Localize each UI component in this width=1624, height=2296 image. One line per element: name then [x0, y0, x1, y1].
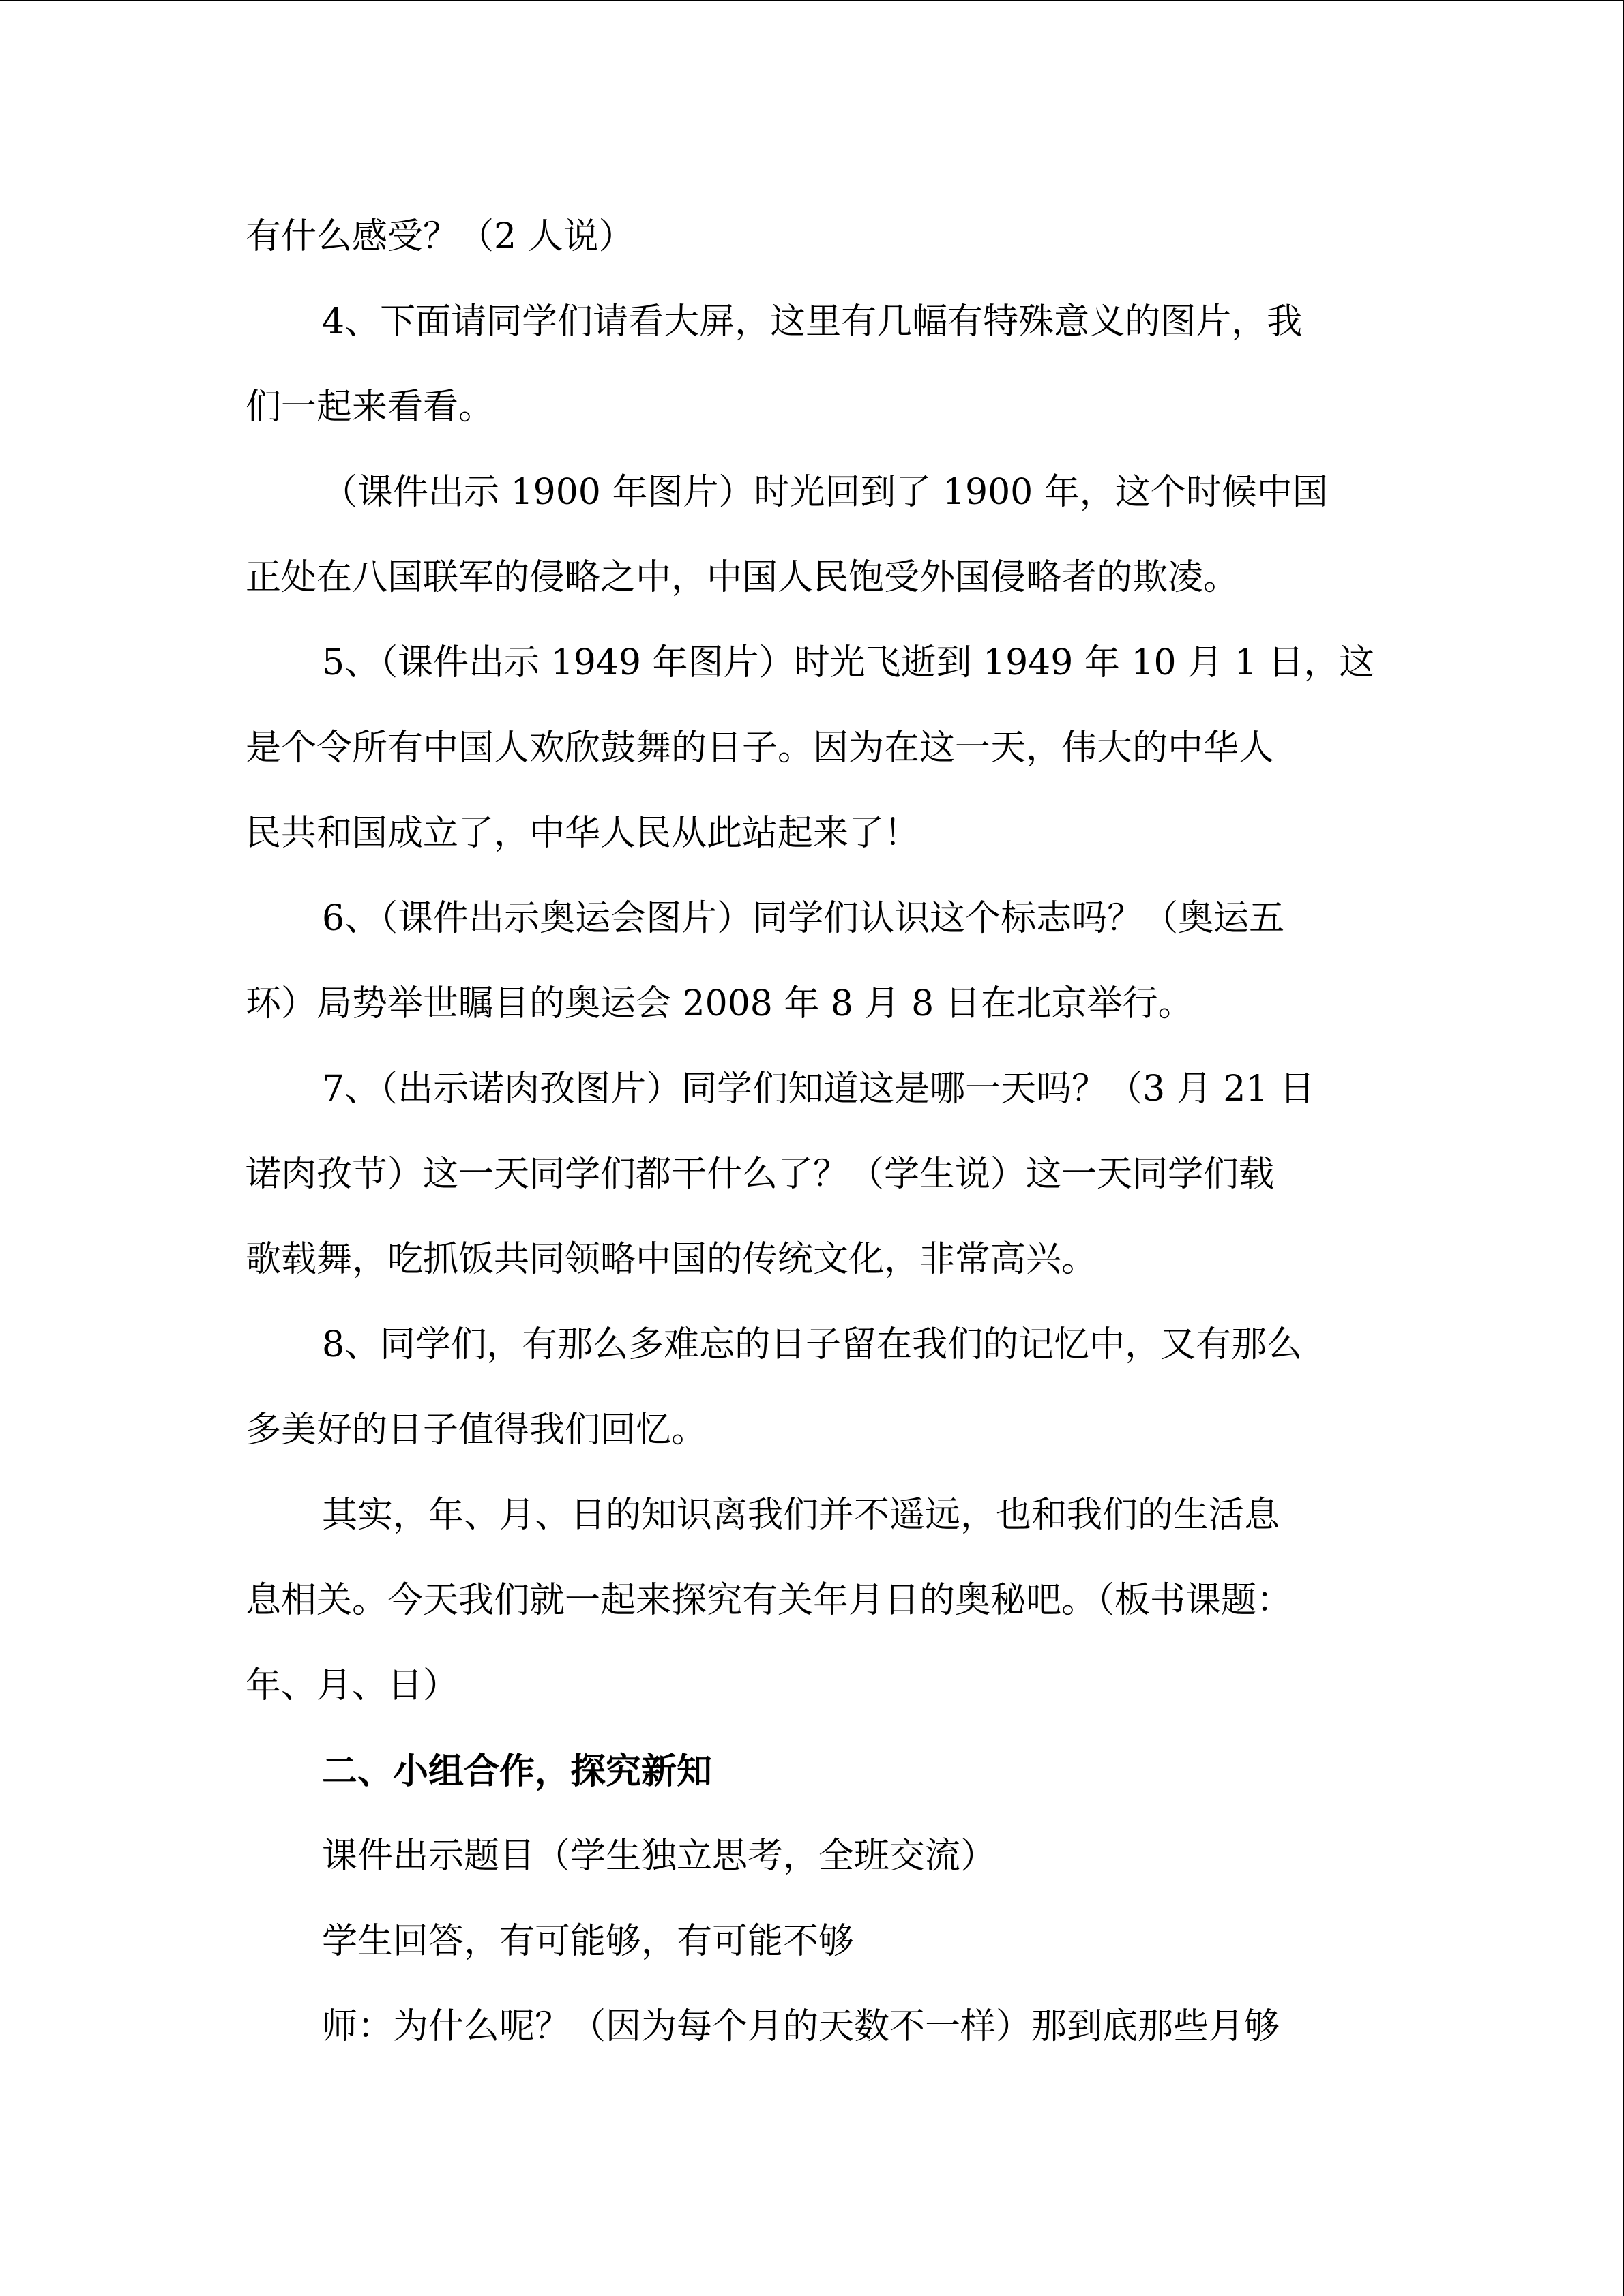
paragraph-step-5 — [246, 621, 1378, 876]
paragraph-step-6 — [246, 876, 1378, 1047]
section-heading — [246, 1729, 1378, 1814]
text-line: 有什么感受？（2 人说） — [246, 216, 634, 257]
text-line: 多美好的日子值得我们回忆。 — [246, 1410, 707, 1450]
paragraph-courseware — [246, 1814, 1378, 1899]
paragraph-step-8 — [246, 1302, 1378, 1473]
text-line: 正处在八国联军的侵略之中，中国人民饱受外国侵略者的欺凌。 — [246, 557, 1239, 598]
text-line: 5、（课件出示 1949 年图片）时光飞逝到 1949 年 10 月 1 日，这 — [322, 642, 1375, 683]
document-body — [246, 194, 1378, 2070]
text-line: 是个令所有中国人欢欣鼓舞的日子。因为在这一天，伟大的中华人 — [246, 728, 1275, 769]
text-line: 歌载舞，吃抓饭共同领略中国的传统文化，非常高兴。 — [246, 1239, 1097, 1280]
text-line: 课件出示题目（学生独立思考，全班交流） — [322, 1836, 996, 1877]
paragraph-step-7 — [246, 1047, 1378, 1302]
text-line: 年、月、日） — [246, 1665, 459, 1706]
text-line: 息相关。今天我们就一起来探究有关年月日的奥秘吧。（板书课题： — [246, 1580, 1293, 1621]
text-line: 4、下面请同学们请看大屏，这里有几幅有特殊意义的图片，我 — [322, 301, 1303, 342]
text-line: 们一起来看看。 — [246, 387, 494, 428]
paragraph-1900 — [246, 450, 1378, 621]
paragraph-teacher-question — [246, 1984, 1378, 2070]
text-line: 学生回答，有可能够，有可能不够 — [322, 1921, 855, 1962]
text-line: 民共和国成立了，中华人民从此站起来了！ — [246, 813, 920, 854]
text-line: 其实，年、月、日的知识离我们并不遥远，也和我们的生活息 — [322, 1495, 1280, 1536]
text-line: 诺肉孜节）这一天同学们都干什么了？（学生说）这一天同学们载 — [246, 1154, 1275, 1195]
text-line: 8、同学们，有那么多难忘的日子留在我们的记忆中，又有那么 — [322, 1324, 1303, 1365]
text-line: 环）局势举世瞩目的奥运会 2008 年 8 月 8 日在北京举行。 — [246, 983, 1194, 1024]
heading-text: 二、小组合作，探究新知 — [322, 1750, 713, 1792]
text-line: （课件出示 1900 年图片）时光回到了 1900 年，这个时候中国 — [322, 472, 1328, 513]
paragraph-student-answer — [246, 1899, 1378, 1984]
paragraph-continuation — [246, 194, 1378, 280]
text-line: 7、（出示诺肉孜图片）同学们知道这是哪一天吗？（3 月 21 日 — [322, 1069, 1315, 1109]
text-line: 6、（课件出示奥运会图片）同学们认识这个标志吗？（奥运五 — [322, 898, 1285, 939]
text-line: 师：为什么呢？（因为每个月的天数不一样）那到底那些月够 — [322, 2006, 1280, 2047]
paragraph-step-4 — [246, 280, 1378, 450]
paragraph-summary — [246, 1473, 1378, 1729]
